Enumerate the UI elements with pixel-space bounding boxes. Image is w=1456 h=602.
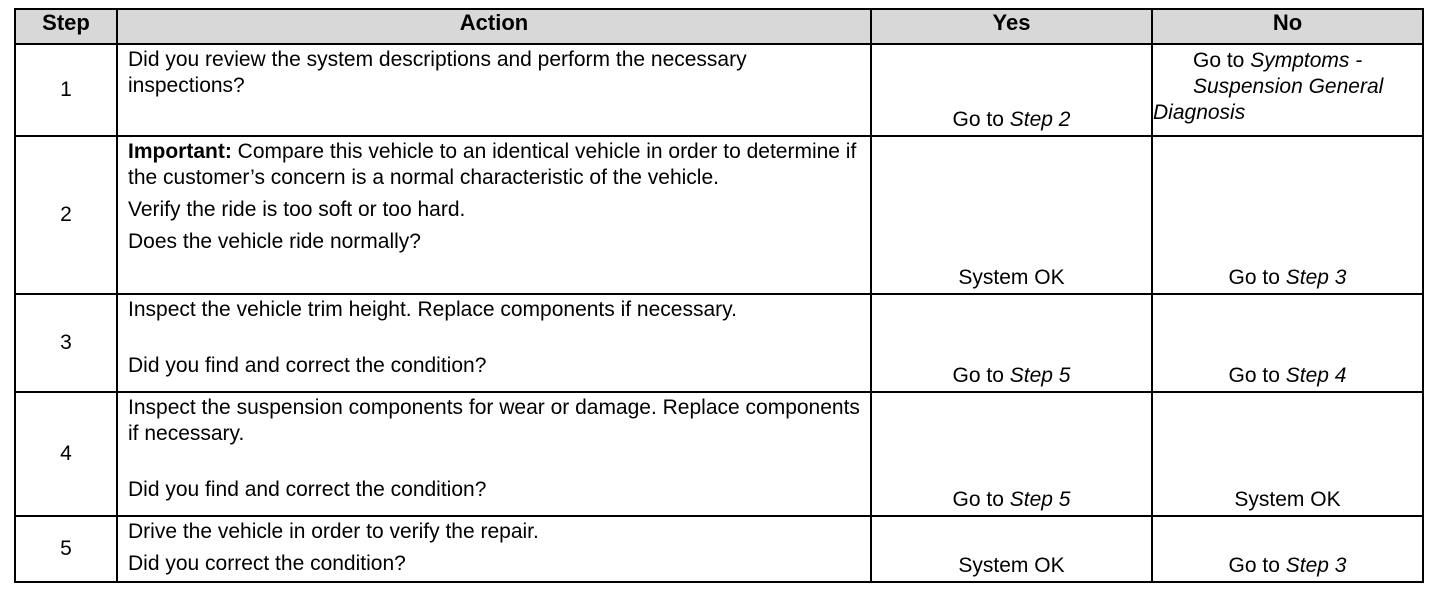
table-row [15,136,1423,294]
action-cell [117,294,871,392]
action-question: Did you find and correct the condition? [128,354,487,377]
important-text: Compare this vehicle to an identical vehicle in order to determine if the customer’s concern is a normal characteristic of the vehicle. [128,140,857,189]
yes-cell [871,44,1152,136]
step-number: 2 [15,136,117,294]
action-cell [117,44,871,136]
yes-cell [871,294,1152,392]
no-step-link[interactable]: Step 3 [1285,266,1347,289]
no-prefix: Go to [1228,364,1286,387]
diagnostic-table [14,8,1424,583]
header-action: Action [117,9,871,44]
no-text: System OK [1234,488,1341,511]
step-number: 3 [15,294,117,392]
action-cell [117,392,871,516]
yes-prefix: Go to [952,364,1010,387]
important-note [128,139,860,191]
step-number: 1 [15,44,117,136]
action-text: Inspect the vehicle trim height. Replace components if necessary. [128,298,737,321]
no-line-3[interactable]: Diagnosis [1153,101,1246,124]
no-cell [1152,44,1423,136]
yes-prefix: Go to [952,488,1010,511]
action-question: Did you correct the condition? [128,552,406,575]
yes-text: System OK [958,266,1065,289]
yes-cell [871,392,1152,516]
yes-step-link[interactable]: Step 5 [1009,488,1071,511]
no-line-2[interactable]: Suspension General [1193,75,1384,98]
action-text: Verify the ride is too soft or too hard. [128,198,466,221]
no-step-link[interactable]: Step 3 [1285,554,1347,577]
yes-step-link[interactable]: Step 5 [1009,364,1071,387]
important-label: Important: [128,140,232,163]
no-step-link[interactable]: Step 4 [1285,364,1347,387]
no-cell [1152,516,1423,582]
yes-cell [871,136,1152,294]
table-row [15,44,1423,136]
no-cell [1152,392,1423,516]
action-question: Did you find and correct the condition? [128,478,487,501]
yes-text: System OK [958,554,1065,577]
action-question: Does the vehicle ride normally? [128,230,421,253]
yes-cell [871,516,1152,582]
step-number: 4 [15,392,117,516]
step-number: 5 [15,516,117,582]
table-row [15,294,1423,392]
no-cell [1152,294,1423,392]
header-yes: Yes [871,9,1152,44]
header-no: No [1152,9,1423,44]
table-row [15,392,1423,516]
action-text: Drive the vehicle in order to verify the repair. [128,520,539,543]
action-text: Did you review the system descriptions and perform the necessary inspections? [128,48,747,97]
table-row [15,516,1423,582]
action-cell [117,136,871,294]
no-line-1 [1193,48,1422,74]
no-prefix: Go to [1228,554,1286,577]
no-link-symptoms[interactable]: Symptoms - [1250,49,1363,72]
header-step: Step [15,9,117,44]
action-cell [117,516,871,582]
no-prefix: Go to [1193,49,1251,72]
no-prefix: Go to [1228,266,1286,289]
yes-step-link[interactable]: Step 2 [1009,108,1071,131]
header-row [15,9,1423,44]
action-text: Inspect the suspension components for wear or damage. Replace components if necessary. [128,396,860,445]
no-cell [1152,136,1423,294]
yes-prefix: Go to [952,108,1010,131]
